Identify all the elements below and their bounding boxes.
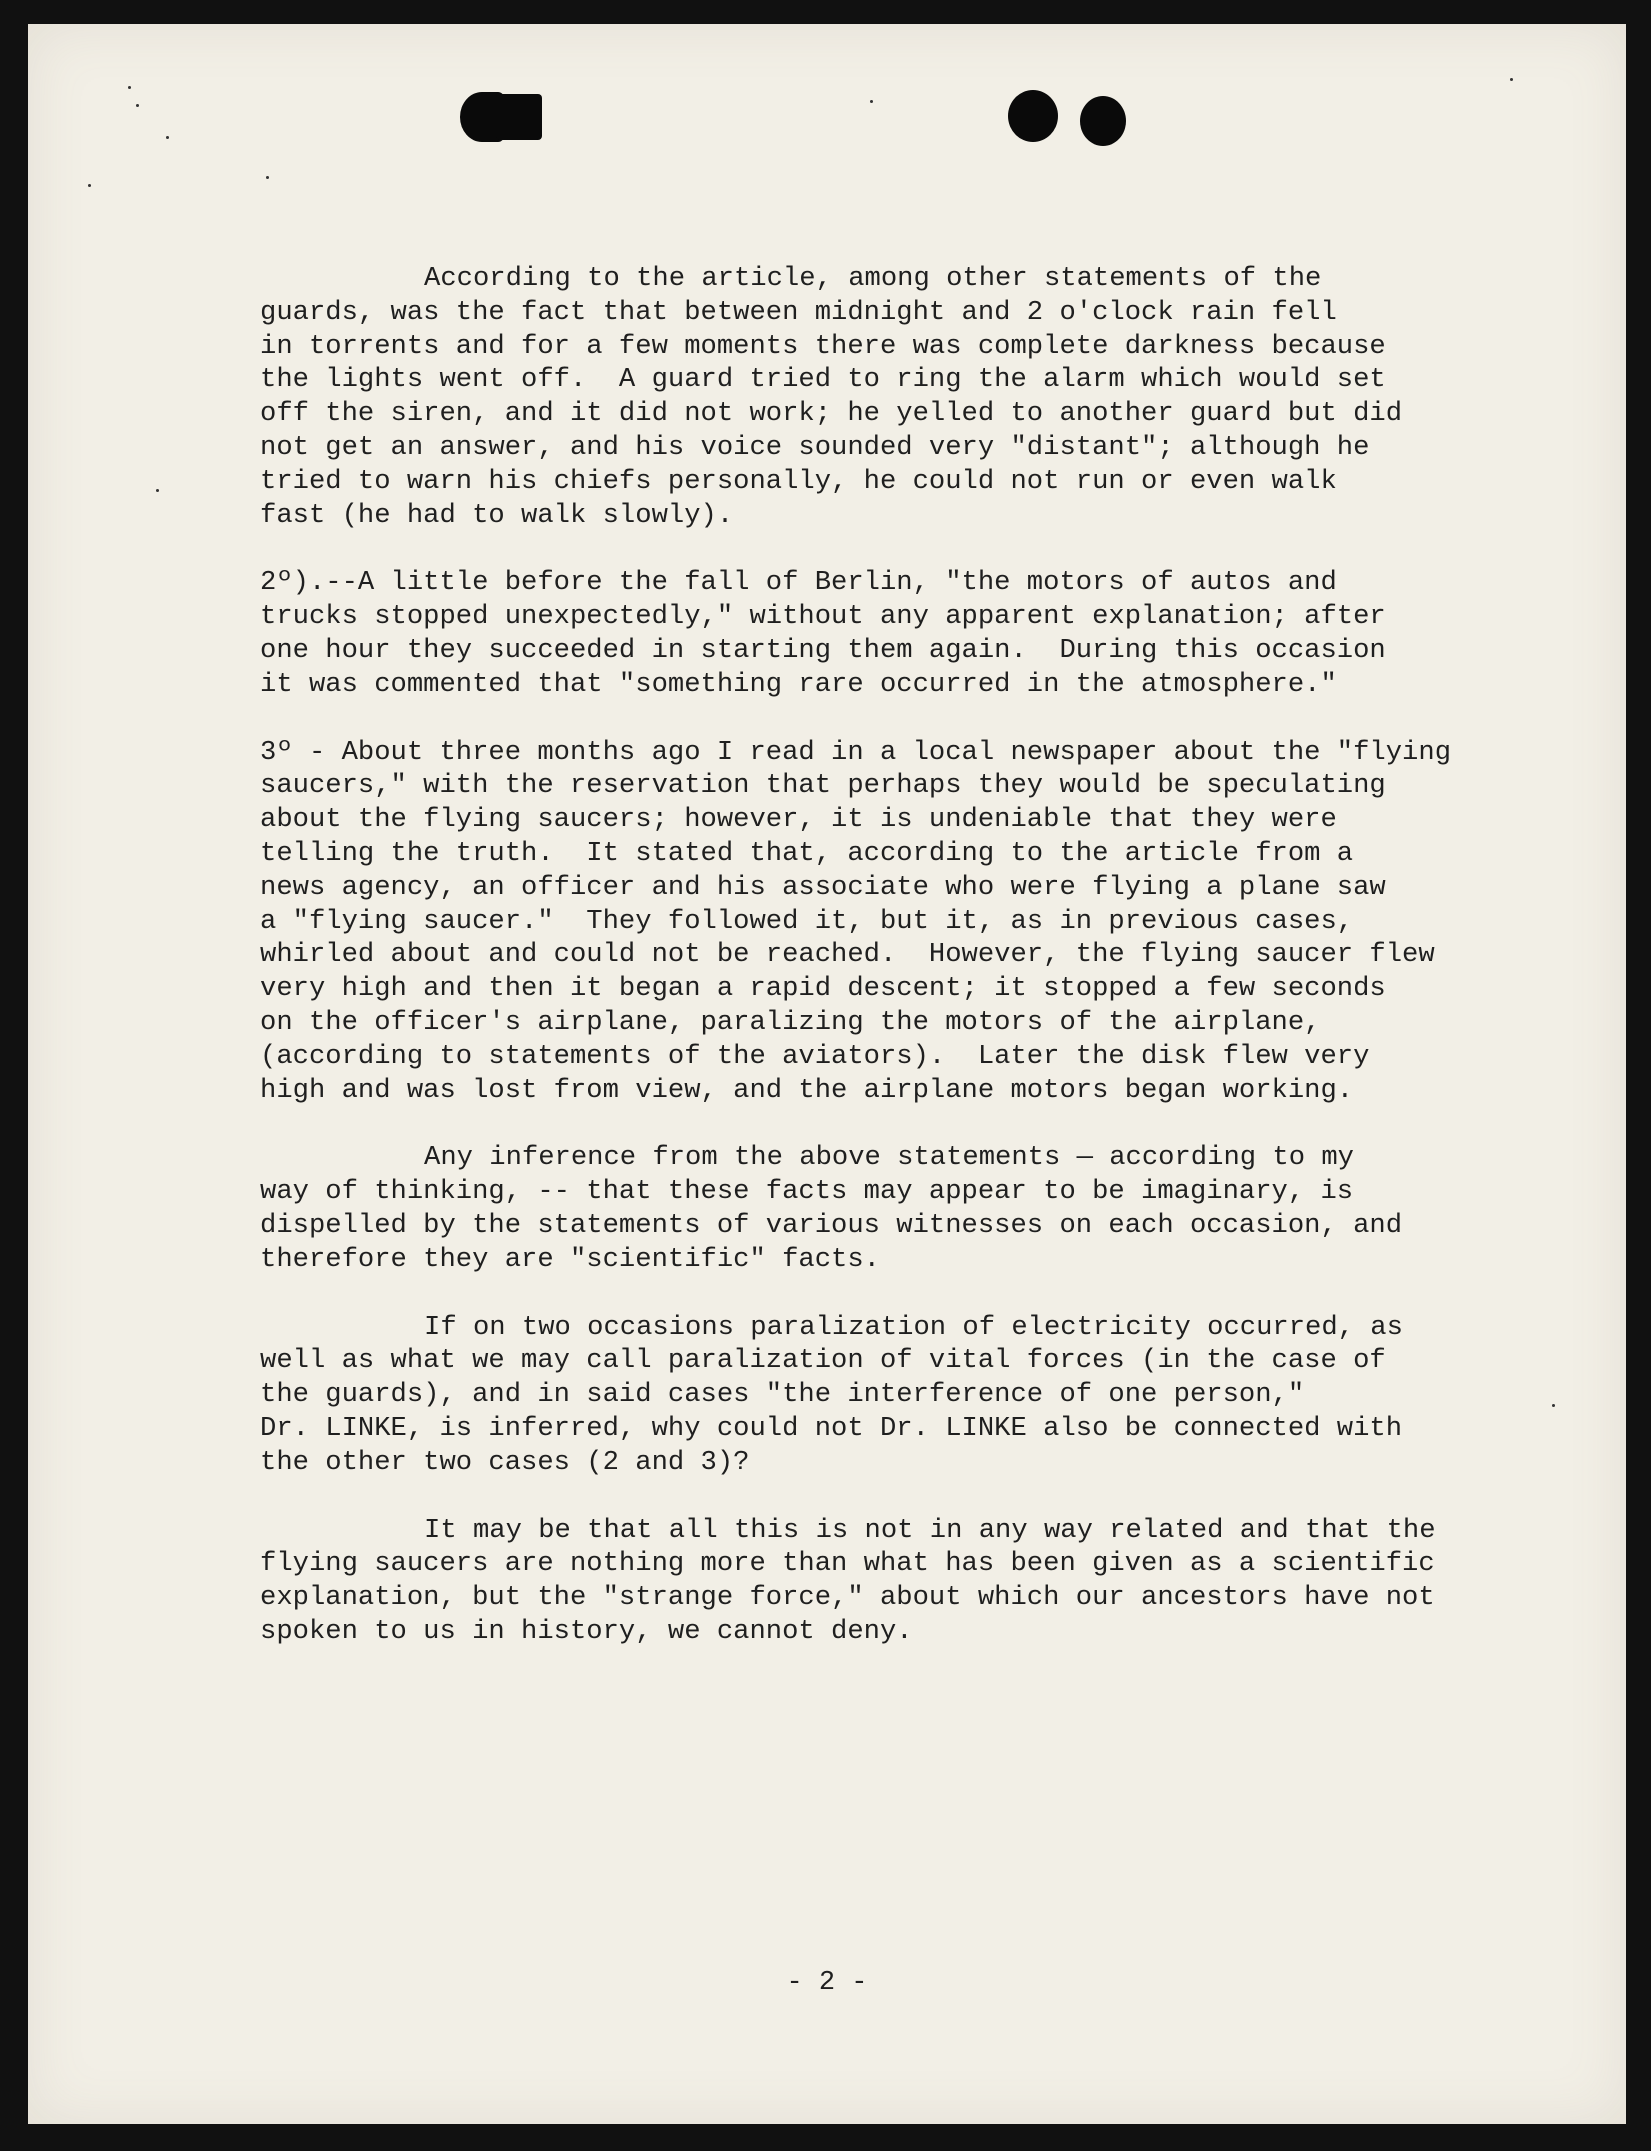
speck-mark	[128, 86, 131, 89]
text-line: high and was lost from view, and the airplane motors began working.	[260, 1074, 1354, 1106]
text-line: tried to warn his chiefs personally, he could not run or even walk	[260, 465, 1337, 497]
text-line: one hour they succeeded in starting them again. During this occasion	[260, 634, 1386, 666]
text-line: trucks stopped unexpectedly," without any apparent explanation; after	[260, 601, 1386, 633]
text-line: dispelled by the statements of various witnesses on each occasion, and	[260, 1209, 1403, 1241]
text-line: very high and then it began a rapid descent; it stopped a few seconds	[260, 973, 1386, 1005]
text-line: Any inference from the above statements — according to my	[424, 1142, 1354, 1174]
text-line: it was commented that "something rare occurred in the atmosphere."	[260, 668, 1337, 700]
text-line: telling the truth. It stated that, according to the article from a	[260, 837, 1354, 869]
paragraph	[260, 1311, 1520, 1480]
text-line: therefore they are "scientific" facts.	[260, 1243, 880, 1275]
speck-mark	[1510, 78, 1513, 81]
document-body	[260, 262, 1520, 1683]
speck-mark	[266, 176, 269, 179]
text-line: off the siren, and it did not work; he yelled to another guard but did	[260, 398, 1403, 430]
text-line: guards, was the fact that between midnight and 2 o'clock rain fell	[260, 296, 1337, 328]
text-line: on the officer's airplane, paralizing the motors of the airplane,	[260, 1006, 1321, 1038]
speck-mark	[88, 184, 91, 187]
speck-mark	[156, 489, 159, 492]
text-line: If on two occasions paralization of electricity occurred, as	[424, 1311, 1403, 1343]
text-line: fast (he had to walk slowly).	[260, 499, 734, 531]
text-line: Dr. LINKE, is inferred, why could not Dr. LINKE also be connected with	[260, 1412, 1403, 1444]
text-line: saucers," with the reservation that perhaps they would be speculating	[260, 770, 1386, 802]
speck-mark	[870, 100, 873, 103]
text-line: about the flying saucers; however, it is undeniable that they were	[260, 804, 1337, 836]
text-line: whirled about and could not be reached. However, the flying saucer flew	[260, 939, 1435, 971]
text-line: way of thinking, -- that these facts may appear to be imaginary, is	[260, 1176, 1354, 1208]
text-line: well as what we may call paralization of vital forces (in the case of	[260, 1345, 1386, 1377]
page-number: - 2 -	[786, 1968, 868, 1998]
text-line: the lights went off. A guard tried to ring the alarm which would set	[260, 364, 1386, 396]
paragraph	[260, 736, 1520, 1108]
text-line: the guards), and in said cases "the interference of one person,"	[260, 1379, 1305, 1411]
text-line: the other two cases (2 and 3)?	[260, 1446, 750, 1478]
punch-hole-right-b	[1080, 96, 1126, 146]
text-line: It may be that all this is not in any way related and that the	[424, 1514, 1436, 1546]
paragraph	[260, 1141, 1520, 1276]
paragraph	[260, 566, 1520, 701]
text-line: flying saucers are nothing more than what has been given as a scientific	[260, 1548, 1435, 1580]
text-line: (according to statements of the aviators). Later the disk flew very	[260, 1040, 1370, 1072]
text-line: spoken to us in history, we cannot deny.	[260, 1615, 913, 1647]
document-page	[28, 24, 1626, 2124]
paragraph	[260, 262, 1520, 532]
speck-mark	[166, 136, 169, 139]
text-line: in torrents and for a few moments there was complete darkness because	[260, 330, 1386, 362]
text-line: news agency, an officer and his associate who were flying a plane saw	[260, 871, 1386, 903]
text-line: 3º - About three months ago I read in a local newspaper about the "flying	[260, 736, 1452, 768]
speck-mark	[1552, 1404, 1555, 1407]
text-line: not get an answer, and his voice sounded very "distant"; although he	[260, 431, 1370, 463]
paragraph	[260, 1514, 1520, 1649]
text-line: According to the article, among other statements of the	[424, 263, 1322, 294]
text-line: explanation, but the "strange force," about which our ancestors have not	[260, 1582, 1435, 1614]
speck-mark	[136, 104, 139, 107]
punch-hole-right-a	[1008, 90, 1058, 142]
text-line: a "flying saucer." They followed it, but it, as in previous cases,	[260, 905, 1354, 937]
text-line: 2º).--A little before the fall of Berlin, "the motors of autos and	[260, 567, 1337, 599]
punch-hole-left-b	[496, 94, 542, 140]
